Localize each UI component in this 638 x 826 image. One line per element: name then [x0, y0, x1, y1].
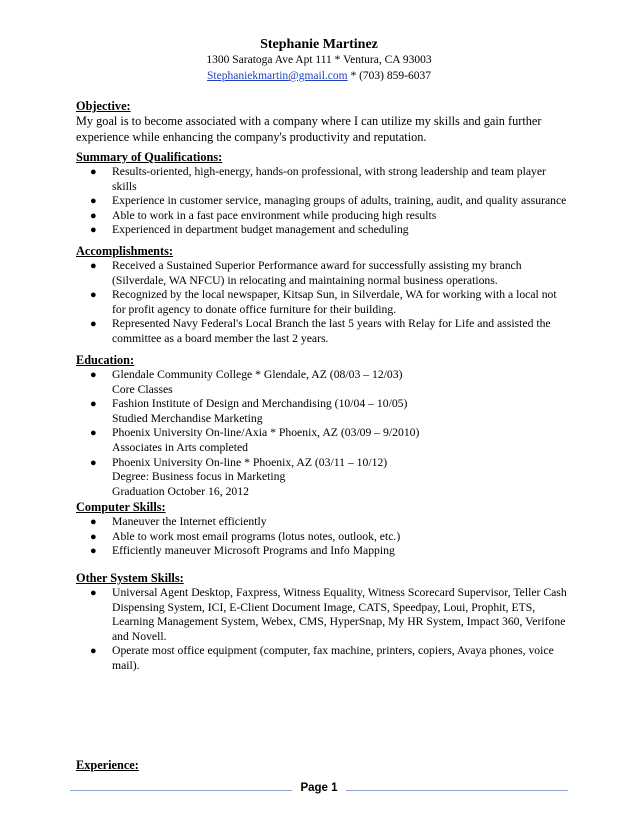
- list-item-line: Represented Navy Federal's Local Branch the last 5 years with Relay for Life and assisted the: [112, 317, 551, 331]
- bullet-icon: ●: [90, 195, 97, 208]
- list-item-line: Able to work in a fast pace environment while producing high results: [112, 208, 437, 222]
- list-item-line: Learning Management System, Webex, CMS, HyperSnap, My HR System, Impact 360, Verifone: [112, 615, 566, 629]
- list-item: [76, 223, 576, 238]
- list-item-line: Results-oriented, high-energy, hands-on professional, with strong leadership and team player: [112, 165, 546, 178]
- summary-list: [76, 165, 576, 238]
- list-item-line: Dispensing System, ICI, E-Client Document Image, CATS, Speedpay, Loui, Prophit, ETS,: [112, 600, 536, 614]
- bullet-icon: ●: [90, 318, 97, 331]
- bullet-icon: ●: [90, 427, 97, 440]
- list-item-line: Operate most office equipment (computer, fax machine, printers, copiers, Avaya phones, voice: [112, 644, 554, 658]
- objective-section: [76, 99, 576, 145]
- list-item-line: Degree: Business focus in Marketing: [112, 470, 286, 484]
- list-item-line: Glendale Community College * Glendale, AZ (08/03 – 12/03): [112, 368, 403, 381]
- list-item-line: Efficiently maneuver Microsoft Programs and Info Mapping: [112, 544, 395, 558]
- list-item: [76, 317, 576, 346]
- bullet-icon: ●: [90, 587, 97, 599]
- education-heading: Education:: [76, 353, 135, 367]
- education-section: [76, 353, 576, 499]
- list-item: [76, 544, 576, 559]
- bullet-icon: ●: [90, 289, 97, 302]
- experience-heading: Experience:: [76, 758, 139, 772]
- list-item: [76, 288, 576, 317]
- list-item-line: Able to work most email programs (lotus notes, outlook, etc.): [112, 529, 401, 543]
- list-item-line: Recognized by the local newspaper, Kitsap Sun, in Silverdale, WA for working with a local not: [112, 288, 557, 302]
- computer-skills-list: [76, 515, 576, 559]
- other-skills-list: [76, 586, 576, 674]
- bullet-icon: ●: [90, 369, 97, 381]
- list-item: [76, 194, 576, 209]
- list-item: [76, 456, 576, 500]
- list-item: [76, 397, 576, 426]
- list-item-line: Maneuver the Internet efficiently: [112, 515, 267, 528]
- list-item: [76, 426, 576, 455]
- bullet-icon: ●: [90, 456, 97, 469]
- list-item: [76, 259, 576, 288]
- list-item-line: Core Classes: [112, 382, 173, 396]
- education-list: [76, 368, 576, 499]
- list-item: [76, 530, 576, 545]
- phone-number: * (703) 859-6037: [350, 70, 431, 82]
- footer-divider-left: [70, 790, 292, 791]
- list-item: [76, 165, 576, 194]
- candidate-name: Stephanie Martinez: [260, 37, 378, 52]
- accomplishments-heading: Accomplishments:: [76, 244, 174, 258]
- objective-line-2: experience while enhancing the company's productivity and reputation.: [76, 129, 427, 144]
- list-item-line: Studied Merchandise Marketing: [112, 411, 263, 425]
- list-item-line: for profit agency to donate office furniture for their building.: [112, 302, 397, 316]
- list-item-line: (Silverdale, WA NFCU) in relocating and maintaining normal business operations.: [112, 273, 498, 287]
- list-item-line: committee as a board member the last 2 years.: [112, 331, 329, 345]
- accomplishments-section: [76, 244, 576, 347]
- list-item: [76, 209, 576, 224]
- address-line: 1300 Saratoga Ave Apt 111 * Ventura, CA 93003: [206, 54, 432, 66]
- list-item: [76, 515, 576, 530]
- list-item-line: Phoenix University On-line * Phoenix, AZ (03/11 – 10/12): [112, 455, 388, 469]
- bullet-icon: ●: [90, 224, 97, 237]
- computer-skills-heading: Computer Skills:: [76, 500, 166, 514]
- summary-section: [76, 150, 576, 238]
- list-item-line: and Novell.: [112, 629, 167, 643]
- list-item: [76, 586, 576, 644]
- list-item-line: Fashion Institute of Design and Merchandising (10/04 – 10/05): [112, 397, 408, 411]
- experience-section: [76, 758, 576, 773]
- other-skills-heading: Other System Skills:: [76, 571, 184, 585]
- list-item-line: Experienced in department budget management and scheduling: [112, 223, 409, 237]
- list-item-line: Graduation October 16, 2012: [112, 484, 249, 498]
- objective-heading: Objective:: [76, 99, 131, 113]
- accomplishments-list: [76, 259, 576, 347]
- contact-line: [0, 70, 638, 82]
- bullet-icon: ●: [90, 209, 97, 222]
- email-link[interactable]: Stephaniekmartin@gmail.com: [207, 70, 348, 82]
- objective-line-1: My goal is to become associated with a company where I can utilize my skills and gain further: [76, 114, 542, 128]
- bullet-icon: ●: [90, 166, 97, 178]
- other-skills-section: [76, 571, 576, 674]
- bullet-icon: ●: [90, 516, 97, 528]
- computer-skills-section: [76, 500, 576, 559]
- page-number: Page 1: [300, 782, 338, 794]
- footer-divider-right: [346, 790, 568, 791]
- list-item-line: Phoenix University On-line/Axia * Phoenix, AZ (03/09 – 9/2010): [112, 426, 420, 440]
- list-item-line: skills: [112, 179, 137, 193]
- bullet-icon: ●: [90, 260, 97, 272]
- list-item-line: mail).: [112, 658, 140, 672]
- summary-heading: Summary of Qualifications:: [76, 150, 223, 164]
- bullet-icon: ●: [90, 545, 97, 558]
- list-item-line: Universal Agent Desktop, Faxpress, Witness Equality, Witness Scorecard Supervisor, Teller Cash: [112, 586, 567, 599]
- list-item: [76, 644, 576, 673]
- list-item: [76, 368, 576, 397]
- list-item-line: Experience in customer service, managing groups of adults, training, audit, and quality assurance: [112, 194, 567, 208]
- list-item-line: Received a Sustained Superior Performance award for successfully assisting my branch: [112, 259, 522, 272]
- bullet-icon: ●: [90, 398, 97, 411]
- bullet-icon: ●: [90, 530, 97, 543]
- list-item-line: Associates in Arts completed: [112, 440, 249, 454]
- bullet-icon: ●: [90, 645, 97, 658]
